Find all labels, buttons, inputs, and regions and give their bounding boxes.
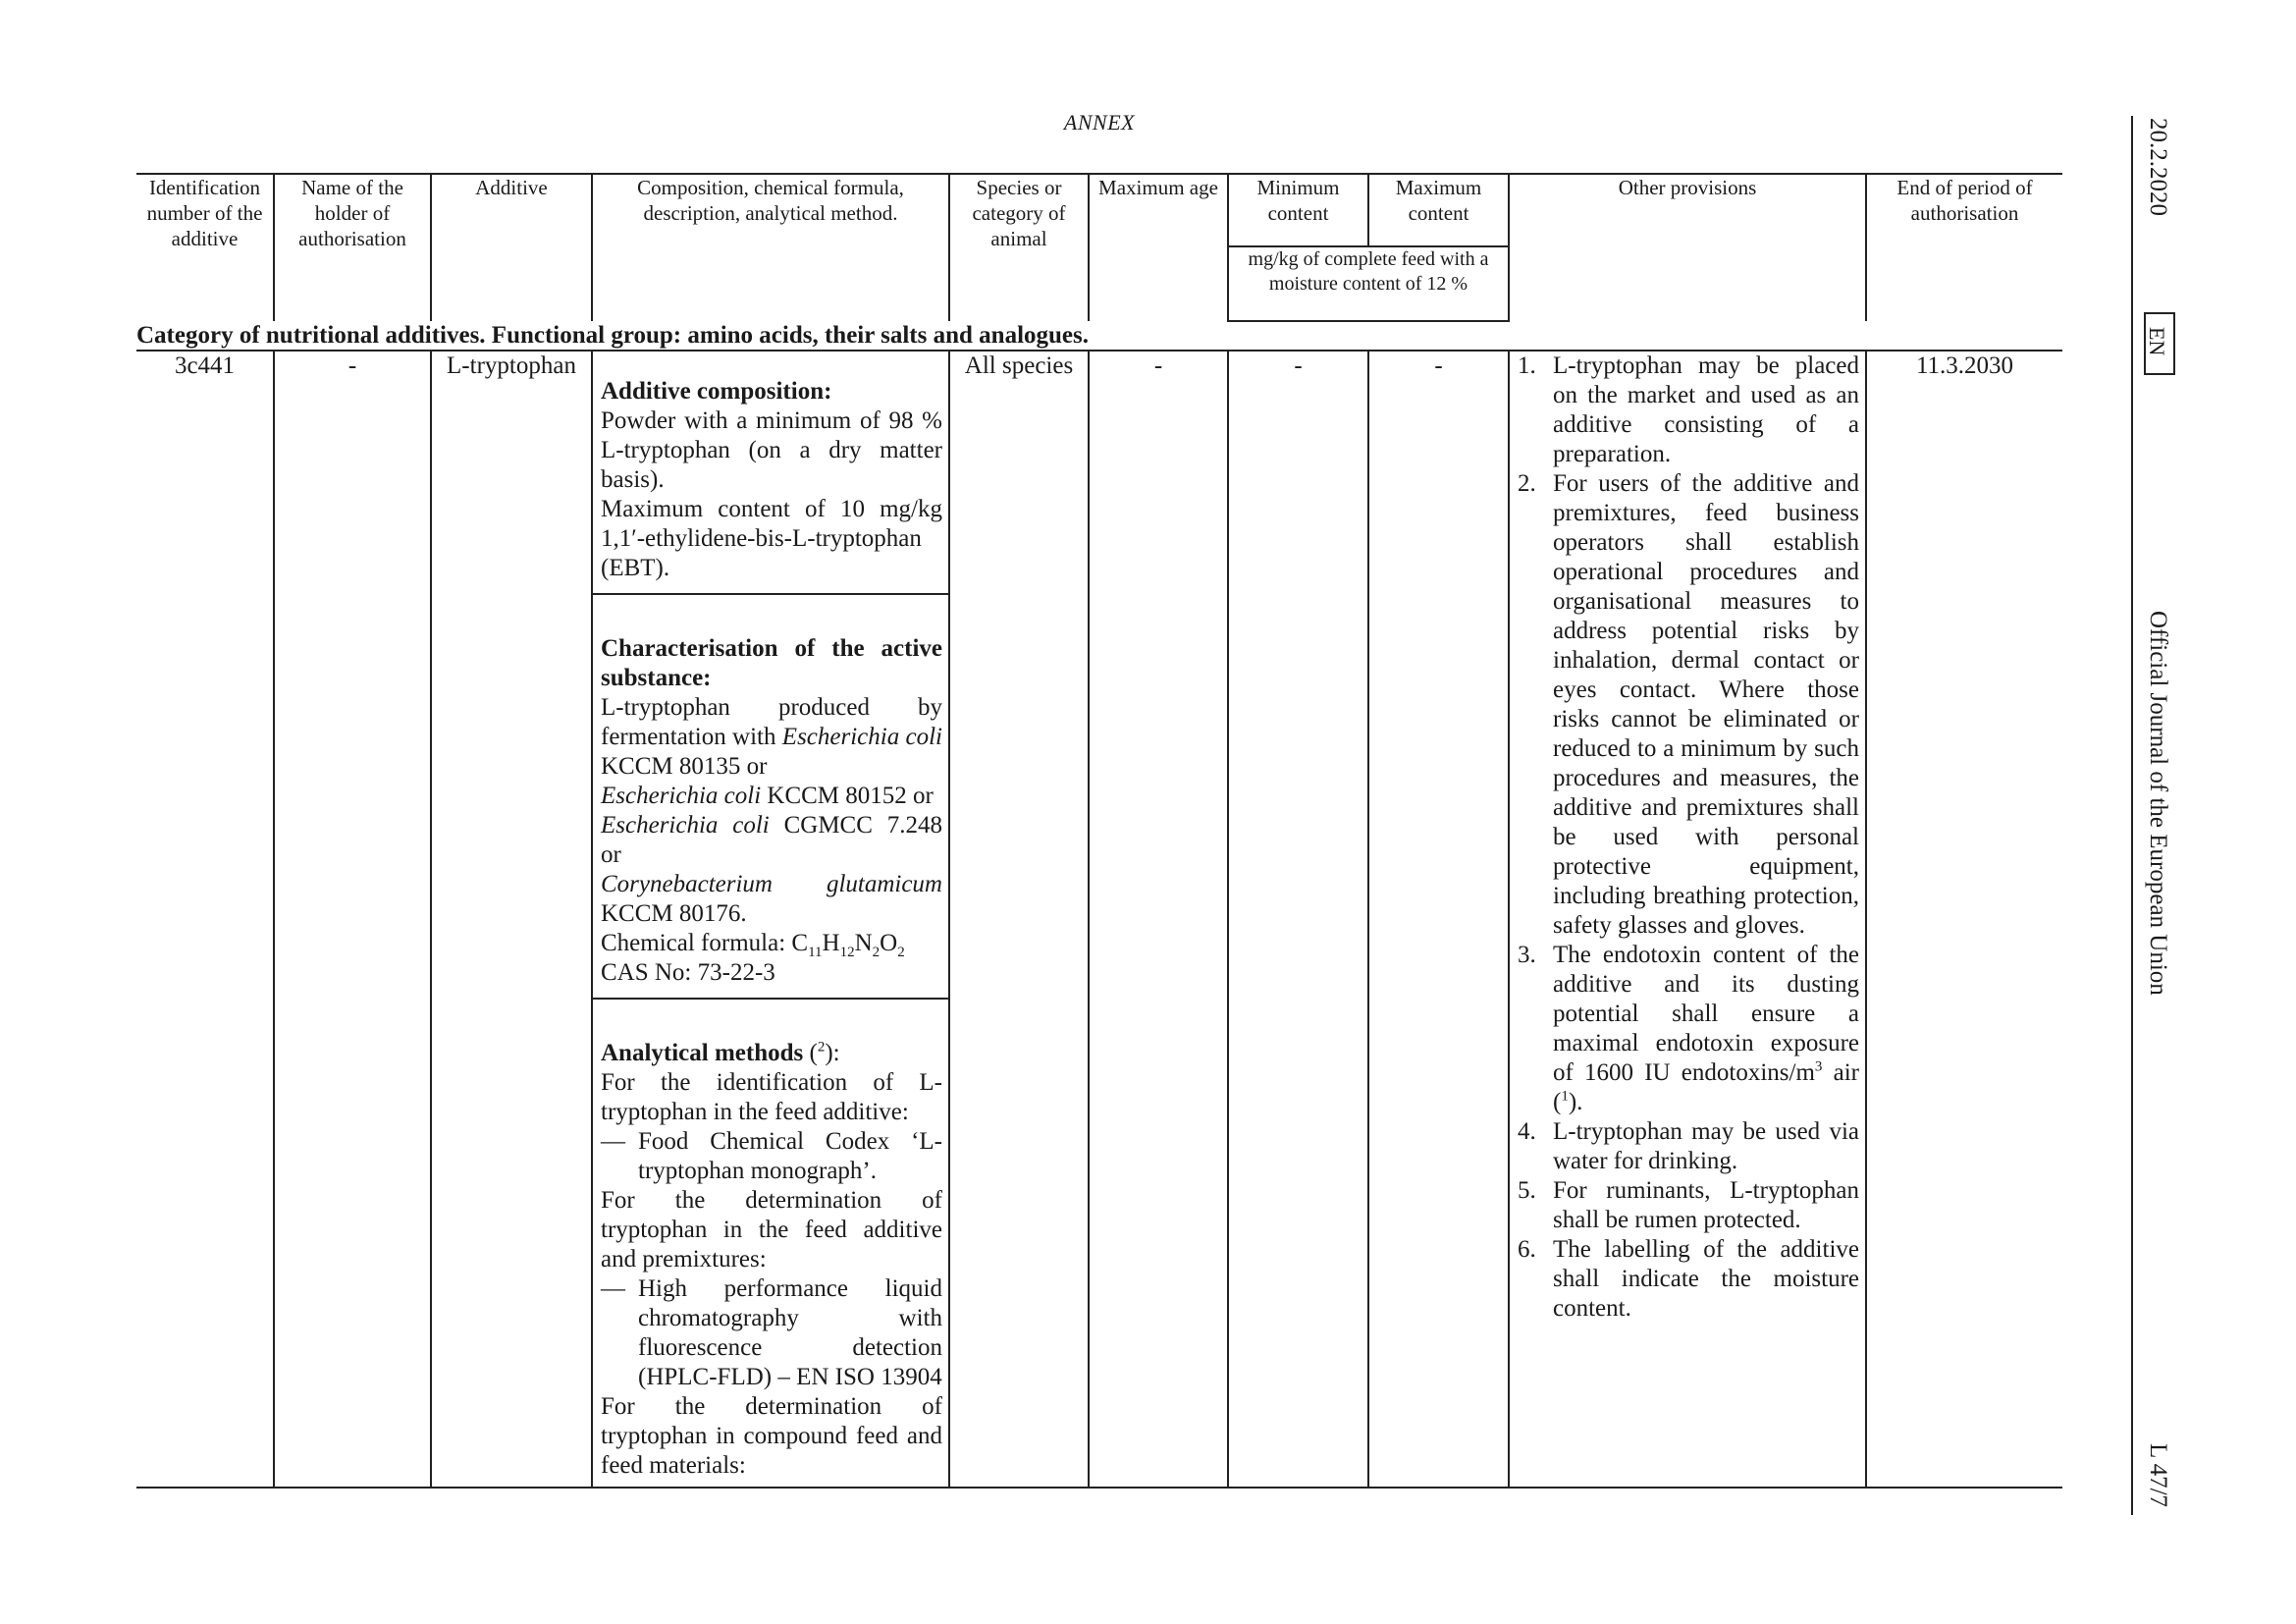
language-label: EN — [2145, 327, 2169, 356]
header-species: Species or category of animal — [949, 175, 1089, 321]
methods-intro-compound-feed: For the determination of tryptophan in compound feed and feed materials: — [601, 1393, 942, 1479]
list-item: 1. L-tryptophan may be placed on the market and used as an additive consisting of a preparation. — [1518, 352, 1859, 467]
analytical-methods-heading: Analytical methods — [601, 1040, 804, 1066]
footnote-ref: 2 — [817, 1039, 826, 1056]
cell-max-content: - — [1368, 351, 1509, 1488]
header-holder: Name of the holder of authorisation — [274, 175, 431, 321]
list-item: 6. The labelling of the additive shall indicate the moisture content. — [1518, 1236, 1859, 1322]
table-row — [136, 351, 2062, 1488]
header-min-content: Minimum content — [1228, 175, 1368, 246]
annex-title: ANNEX — [1063, 110, 1136, 135]
cell-composition — [592, 351, 949, 1488]
analytical-methods-block: Analytical methods ($^2$): For the identification of L-tryptophan in the feed additive: — Food Chemical Codex ‘L-tryptophan monograph’. For the determination of tryptophan in the feed additive and premixtures: — High performance liquid chromatography with fluorescence detection (HPLC-FLD) – EN ISO 13904 For the determination of tryptophan in compound feed and feed materials: — [601, 1039, 942, 1479]
cell-end-of-period: 11.3.2030 — [1866, 351, 2062, 1488]
sidebar-date: 20.2.2020 — [2145, 118, 2171, 216]
list-item: — Food Chemical Codex ‘L-tryptophan monograph’. — [601, 1128, 942, 1184]
provisions-list — [1510, 352, 1865, 1324]
header-content-unit: mg/kg of complete feed with a moisture content of 12 % — [1228, 246, 1509, 321]
header-id: Identification number of the additive — [136, 175, 274, 321]
cell-min-content: - — [1228, 351, 1368, 1488]
header-other: Other provisions — [1509, 175, 1866, 321]
active-substance-heading: Characterisation of the active substance: — [601, 635, 942, 691]
header-end: End of period of authorisation — [1896, 176, 2033, 225]
header-max-content: Maximum content — [1368, 175, 1509, 246]
header-additive: Additive — [431, 175, 592, 321]
methods-intro-identification: For the identification of L-tryptophan in the feed additive: — [601, 1069, 942, 1125]
annex-table — [136, 173, 2062, 1489]
list-item: — High performance liquid chromatography with fluorescence detection (HPLC-FLD) – EN ISO 13904 — [601, 1275, 942, 1390]
cell-species: All species — [949, 351, 1089, 1488]
header-composition: Composition, chemical formula, description, analytical method. — [592, 175, 949, 321]
cell-additive: L-tryptophan — [431, 351, 592, 1488]
list-item: 5. For ruminants, L-tryptophan shall be rumen protected. — [1518, 1177, 1859, 1233]
page-number: L 47/7 — [2145, 1443, 2171, 1508]
cell-other-provisions — [1509, 351, 1866, 1488]
additive-composition-text: Powder with a minimum of 98 % L-tryptophan (on a dry matter basis). — [601, 407, 942, 493]
active-substance-text: L-tryptophan produced by fermentation with Escherichia coli KCCM 80135 or Escherichia coli KCCM 80152 or Escherichia coli CGMCC 7.248 or Corynebacterium glutamicum KCCM 80176. — [601, 694, 943, 927]
journal-title: Official Journal of the European Union — [2145, 611, 2171, 996]
sidebar-divider — [2131, 116, 2133, 1515]
header-max-age: Maximum age — [1089, 175, 1228, 321]
chemical-formula: Chemical formula: $C_{11}H_{12}N_2O_2$ — [601, 930, 905, 960]
composition-block — [593, 352, 948, 595]
methods-intro-determination: For the determination of tryptophan in the feed additive and premixtures: — [601, 1187, 942, 1272]
cell-max-age: - — [1089, 351, 1228, 1488]
category-heading: Category of nutritional additives. Functional group: amino acids, their salts and analogues. — [136, 321, 2062, 351]
cell-holder: - — [274, 351, 431, 1488]
list-item: 2. For users of the additive and premixtures, feed business operators shall establish operational procedures and organisational measures to address potential risks by inhalation, dermal contact or eyes contact. Where those risks cannot be eliminated or reduced to a minimum by such procedures and measures, the additive and premixtures shall be used with personal protective equipment, including breathing protection, safety glasses and gloves. — [1518, 470, 1859, 939]
active-substance-block — [593, 595, 948, 1000]
cell-id: 3c441 — [136, 351, 274, 1488]
additive-composition-heading: Additive composition: — [601, 378, 832, 405]
list-item: 4. L-tryptophan may be used via water for drinking. — [1518, 1118, 1859, 1174]
additive-ebt-text: Maximum content of 10 mg/kg 1,1′-ethylidene-bis-L-tryptophan (EBT). — [601, 496, 942, 581]
cas-number: CAS No: 73-22-3 — [601, 959, 775, 986]
list-item: 3. The endotoxin content of the additive and its dusting potential shall ensure a maximal endotoxin exposure of 1600 IU endotoxins/$m^3$ air ($^1$). — [1518, 942, 1859, 1115]
